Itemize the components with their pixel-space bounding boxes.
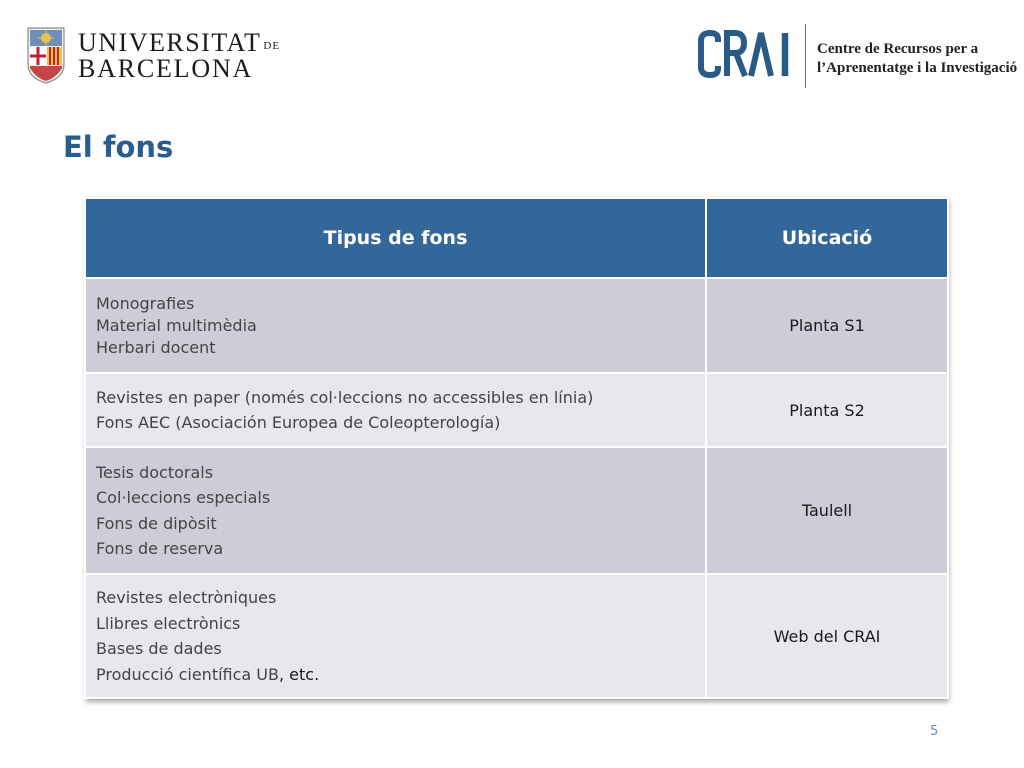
collection-type: Revistes en paper (només col·leccions no accessibles en línia) (96, 387, 594, 407)
table-row (85, 278, 948, 373)
collection-type: Producció científica UB, etc. (96, 664, 320, 684)
collection-type: Bases de dades (96, 639, 222, 658)
location-cell: Planta S2 (706, 373, 948, 447)
collection-types-cell (85, 373, 706, 447)
collection-type: Fons de reserva (96, 539, 224, 558)
location-cell: Planta S1 (706, 278, 948, 373)
collection-type: Fons AEC (Asociación Europea de Coleopterología) (96, 413, 501, 432)
table-header-row (85, 198, 948, 278)
collection-type: Material multimèdia (96, 315, 257, 335)
collections-table (84, 197, 947, 699)
collection-type: Tesis doctorals (96, 462, 214, 482)
table-row (85, 373, 948, 447)
crai-logo (697, 24, 1017, 88)
collection-types-cell (85, 574, 706, 698)
collection-types-cell (85, 447, 706, 574)
crai-description: Centre de Recursos per a l’Aprenentatge i la Investigació (817, 41, 1018, 76)
collection-type: Herbari docent (96, 337, 216, 357)
collection-type: Monografies (96, 293, 195, 313)
university-shield-icon (26, 26, 66, 84)
table-row (85, 574, 948, 698)
collection-type: Col·leccions especials (96, 488, 271, 507)
location-cell: Web del CRAI (706, 574, 948, 698)
university-name-line2: BARCELONA (78, 54, 254, 83)
etc-suffix: , etc. (279, 664, 320, 684)
collection-type: Fons de dipòsit (96, 513, 217, 533)
location-cell: Taulell (706, 447, 948, 574)
crai-logo-divider (805, 24, 806, 88)
table-row (85, 447, 948, 574)
university-name-line1: UNIVERSITAT DE (78, 28, 281, 57)
collection-type: Revistes electròniques (96, 588, 277, 607)
collection-types-cell (85, 278, 706, 373)
page-title: El fons (63, 130, 174, 164)
collection-type: Llibres electrònics (96, 613, 241, 633)
university-logo (26, 26, 281, 88)
crai-wordmark (697, 30, 795, 78)
page-number: 5 (930, 724, 939, 739)
column-header-location: Ubicació (706, 198, 948, 278)
column-header-type: Tipus de fons (85, 198, 706, 278)
